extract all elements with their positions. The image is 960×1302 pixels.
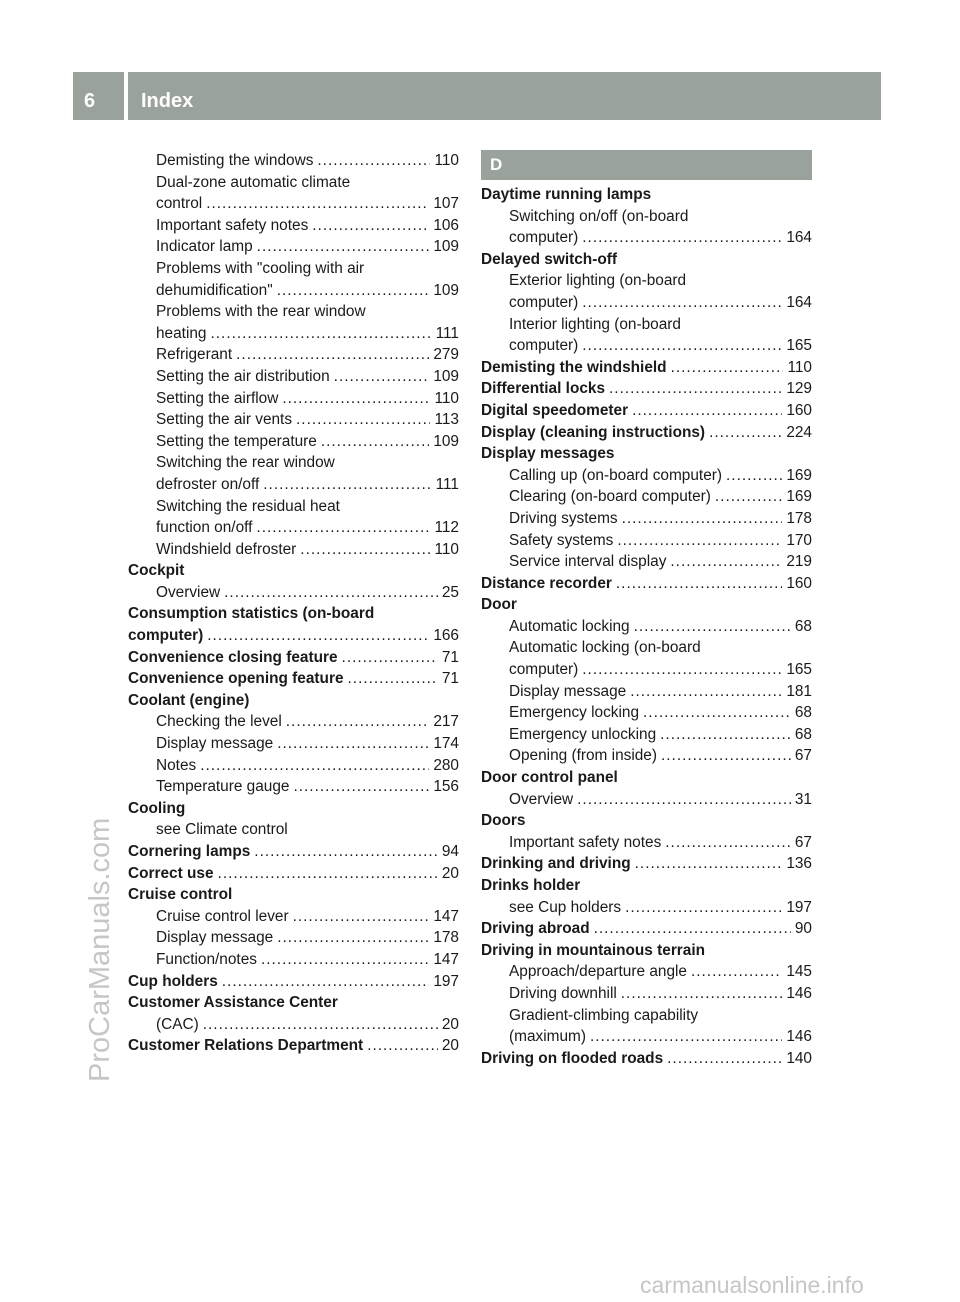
page-reference: 219 — [786, 553, 812, 571]
page-reference: 165 — [786, 337, 812, 355]
entry-text: Setting the temperature — [156, 432, 317, 450]
index-subentry — [128, 344, 459, 366]
dot-leader — [236, 344, 429, 366]
entry-text: Function/notes — [156, 950, 257, 968]
entry-text: Display messages — [481, 445, 615, 463]
dot-leader — [582, 292, 782, 314]
entry-text: Driving on flooded roads — [481, 1049, 664, 1067]
page-reference: 94 — [441, 843, 459, 860]
dot-leader — [203, 1014, 438, 1036]
dot-leader — [263, 474, 431, 496]
page-reference: 279 — [433, 346, 459, 364]
index-heading — [128, 841, 459, 863]
entry-text: Demisting the windows — [156, 152, 314, 169]
entry-text: Automatic locking — [509, 617, 630, 635]
index-subentry — [481, 789, 812, 811]
index-heading — [128, 884, 459, 906]
entry-text: Differential locks — [481, 380, 606, 398]
page-reference: 181 — [786, 682, 812, 700]
entry-text: Service interval display — [509, 553, 667, 571]
dot-leader — [671, 357, 784, 379]
index-subentry — [481, 1026, 812, 1048]
entry-text: Important safety notes — [156, 216, 309, 234]
index-entries-d — [481, 184, 812, 1069]
entry-text: Cruise control — [128, 886, 233, 904]
index-heading — [481, 400, 812, 422]
page-reference: 147 — [433, 907, 459, 925]
page-reference: 68 — [794, 725, 812, 743]
index-heading — [481, 767, 812, 789]
page-reference: 164 — [786, 229, 812, 247]
index-heading — [481, 357, 812, 379]
index-subentry — [481, 702, 812, 724]
page-reference: 67 — [794, 833, 812, 851]
dot-leader — [367, 1035, 438, 1057]
index-heading — [481, 443, 812, 465]
index-heading — [128, 668, 459, 690]
index-subentry — [481, 897, 812, 919]
index-heading — [481, 422, 812, 444]
index-subentry — [481, 961, 812, 983]
index-subentry — [481, 227, 812, 249]
page-reference: 178 — [433, 929, 459, 947]
dot-leader — [300, 539, 430, 561]
page-reference: 71 — [441, 648, 459, 666]
index-subentry — [128, 819, 459, 841]
entry-text: Customer Assistance Center — [128, 994, 338, 1012]
page-reference: 109 — [433, 432, 459, 450]
dot-leader — [312, 215, 429, 237]
page-reference: 112 — [434, 519, 459, 537]
entry-text: (maximum) — [509, 1028, 586, 1046]
entry-text: Drinking and driving — [481, 855, 631, 873]
entry-text: Display message — [509, 682, 627, 700]
entry-text: Display message — [156, 929, 274, 947]
dot-leader — [625, 897, 782, 919]
index-heading — [128, 560, 459, 582]
index-heading — [481, 249, 812, 271]
page-reference: 107 — [433, 195, 459, 213]
entry-text: Dual-zone automatic climate — [156, 173, 351, 191]
page-reference: 109 — [433, 367, 459, 385]
index-subentry — [128, 215, 459, 237]
index-subentry — [481, 616, 812, 638]
entry-text: (CAC) — [156, 1015, 199, 1033]
index-subentry — [128, 452, 459, 474]
index-heading — [481, 853, 812, 875]
entry-text: Driving in mountainous terrain — [481, 941, 706, 959]
entry-text: Doors — [481, 812, 526, 830]
page-reference: 146 — [786, 1028, 812, 1046]
index-subentry — [481, 206, 812, 228]
entry-text: Refrigerant — [156, 346, 233, 364]
dot-leader — [277, 280, 430, 302]
dot-leader — [726, 465, 782, 487]
page-reference: 197 — [786, 898, 812, 916]
dot-leader — [348, 668, 438, 690]
dot-leader — [609, 378, 782, 400]
entry-text: function on/off — [156, 519, 253, 537]
index-subentry — [128, 388, 459, 410]
index-heading — [481, 573, 812, 595]
index-subentry — [481, 724, 812, 746]
page-reference: 197 — [433, 972, 459, 990]
index-column-left — [128, 150, 459, 1057]
dot-leader — [582, 335, 782, 357]
entry-text: Switching the rear window — [156, 454, 335, 472]
index-heading — [481, 810, 812, 832]
dot-leader — [667, 1048, 782, 1070]
entry-text: Indicator lamp — [156, 238, 253, 256]
index-subentry — [481, 659, 812, 681]
page-reference: 20 — [441, 864, 459, 882]
index-heading — [128, 863, 459, 885]
index-subentry — [481, 530, 812, 552]
dot-leader — [621, 983, 783, 1005]
index-subentry — [128, 280, 459, 302]
page-reference: 25 — [441, 583, 459, 601]
dot-leader — [256, 517, 430, 539]
entry-text: Delayed switch-off — [481, 250, 617, 268]
entry-text: Overview — [156, 583, 221, 601]
entry-text: Problems with "cooling with air — [156, 259, 365, 277]
page-title: Index — [141, 90, 194, 112]
entry-text: Demisting the windshield — [481, 358, 667, 376]
entry-text: defroster on/off — [156, 475, 260, 493]
dot-leader — [617, 530, 782, 552]
entry-text: Cruise control lever — [156, 907, 289, 925]
header-divider — [124, 72, 128, 120]
dot-leader — [286, 711, 430, 733]
index-heading — [128, 971, 459, 993]
page-reference: 146 — [786, 984, 812, 1002]
page-reference: 165 — [786, 661, 812, 679]
page-reference: 129 — [786, 380, 812, 398]
entry-text: Automatic locking (on-board — [509, 639, 701, 657]
entry-text: Important safety notes — [509, 833, 662, 851]
page-reference: 20 — [441, 1037, 459, 1055]
dot-leader — [277, 927, 429, 949]
entry-text: Cornering lamps — [128, 843, 251, 860]
entry-text: see Cup holders — [509, 898, 622, 916]
index-heading — [128, 625, 459, 647]
entry-text: Setting the air vents — [156, 411, 293, 429]
dot-leader — [218, 863, 438, 885]
dot-leader — [257, 236, 430, 258]
entry-text: Cup holders — [128, 972, 218, 990]
index-subentry — [481, 508, 812, 530]
page-reference: 31 — [794, 790, 812, 808]
dot-leader — [582, 227, 782, 249]
footer-url: carmanualsonline.info — [640, 1272, 864, 1298]
entry-text: computer) — [128, 627, 204, 645]
entry-text: Switching on/off (on-board — [509, 207, 689, 225]
index-subentry — [128, 1014, 459, 1036]
page-reference: 68 — [794, 704, 812, 722]
index-subentry — [128, 323, 459, 345]
index-subentry — [481, 551, 812, 573]
entry-text: Coolant (engine) — [128, 691, 250, 709]
index-subentry — [128, 949, 459, 971]
entry-text: Exterior lighting (on-board — [509, 272, 687, 290]
page-reference: 136 — [786, 855, 812, 873]
entry-text: computer) — [509, 661, 579, 679]
dot-leader — [582, 659, 782, 681]
index-subentry — [128, 927, 459, 949]
page-reference: 280 — [433, 756, 459, 774]
dot-leader — [277, 733, 429, 755]
page-reference: 67 — [794, 747, 812, 765]
index-subentry — [128, 301, 459, 323]
entry-text: see Climate control — [156, 821, 288, 839]
entry-text: Switching the residual heat — [156, 497, 340, 515]
entry-text: Clearing (on-board computer) — [509, 488, 711, 506]
page-reference: 170 — [786, 531, 812, 549]
entry-text: Distance recorder — [481, 574, 612, 592]
index-heading — [481, 594, 812, 616]
page-reference: 109 — [433, 281, 459, 299]
dot-leader — [577, 789, 791, 811]
entry-text: Setting the air distribution — [156, 367, 330, 385]
dot-leader — [317, 150, 430, 172]
index-subentry — [128, 150, 459, 172]
index-subentry — [128, 409, 459, 431]
index-subentry — [481, 681, 812, 703]
page-reference: 160 — [786, 401, 812, 419]
index-subentry — [481, 465, 812, 487]
index-subentry — [128, 733, 459, 755]
dot-leader — [661, 745, 791, 767]
index-subentry — [128, 474, 459, 496]
index-subentry — [128, 172, 459, 194]
entry-text: Interior lighting (on-board — [509, 315, 681, 333]
entry-text: Driving downhill — [509, 984, 617, 1002]
index-subentry — [481, 1005, 812, 1027]
dot-leader — [207, 625, 429, 647]
entry-text: Temperature gauge — [156, 778, 290, 796]
page-reference: 90 — [794, 920, 812, 938]
page-reference: 164 — [786, 293, 812, 311]
index-heading — [128, 992, 459, 1014]
index-heading — [481, 184, 812, 206]
dot-leader — [630, 681, 782, 703]
dot-leader — [334, 366, 430, 388]
entry-text: computer) — [509, 337, 579, 355]
page-reference: 110 — [434, 389, 459, 407]
index-heading — [481, 875, 812, 897]
entry-text: Consumption statistics (on-board — [128, 605, 375, 623]
page-reference: 169 — [786, 488, 812, 506]
dot-leader — [211, 323, 432, 345]
entry-text: Safety systems — [509, 531, 614, 549]
index-subentry — [481, 486, 812, 508]
entry-text: Driving systems — [509, 509, 618, 527]
dot-leader — [296, 409, 430, 431]
index-subentry — [128, 755, 459, 777]
entry-text: Door — [481, 596, 517, 614]
index-heading — [128, 798, 459, 820]
dot-leader — [616, 573, 782, 595]
page-reference: 109 — [433, 238, 459, 256]
index-subentry — [481, 314, 812, 336]
entry-text: Opening (from inside) — [509, 747, 657, 765]
entry-text: Convenience closing feature — [128, 648, 338, 666]
dot-leader — [635, 853, 783, 875]
entry-text: dehumidification" — [156, 281, 273, 299]
dot-leader — [282, 388, 430, 410]
page-reference: 145 — [786, 963, 812, 981]
entry-text: Drinks holder — [481, 877, 581, 894]
index-subentry — [481, 637, 812, 659]
entry-text: Cockpit — [128, 562, 185, 580]
entry-text: Setting the airflow — [156, 389, 279, 407]
entry-text: Display (cleaning instructions) — [481, 423, 706, 441]
index-subentry — [481, 832, 812, 854]
index-subentry — [128, 517, 459, 539]
entry-text: control — [156, 195, 203, 213]
entry-text: Approach/departure angle — [509, 963, 687, 981]
page-number: 6 — [84, 90, 96, 112]
entry-text: Windshield defroster — [156, 540, 297, 558]
page-reference: 111 — [435, 324, 459, 342]
page-reference: 111 — [435, 475, 459, 493]
entry-text: Emergency locking — [509, 704, 640, 722]
entry-text: Driving abroad — [481, 920, 590, 938]
entry-text: Overview — [509, 790, 574, 808]
dot-leader — [254, 841, 438, 863]
index-column-right — [481, 150, 812, 1069]
dot-leader — [206, 193, 429, 215]
page-reference: 110 — [434, 152, 459, 169]
entry-text: Problems with the rear window — [156, 303, 366, 321]
dot-leader — [634, 616, 791, 638]
entry-text: Door control panel — [481, 769, 618, 787]
dot-leader — [665, 832, 791, 854]
dot-leader — [691, 961, 782, 983]
dot-leader — [632, 400, 782, 422]
index-heading — [481, 1048, 812, 1070]
header-bar — [73, 72, 881, 120]
entry-text: Emergency unlocking — [509, 725, 657, 743]
page-reference: 106 — [433, 216, 459, 234]
entry-text: heating — [156, 324, 207, 342]
page-reference: 174 — [433, 735, 459, 753]
section-letter-d: D — [481, 150, 812, 180]
index-subentry — [128, 711, 459, 733]
page-reference: 166 — [433, 627, 459, 645]
dot-leader — [222, 971, 430, 993]
index-subentry — [128, 496, 459, 518]
entry-text: Daytime running lamps — [481, 186, 652, 203]
dot-leader — [670, 551, 782, 573]
entry-text: Digital speedometer — [481, 401, 629, 419]
entry-text: Cooling — [128, 799, 186, 817]
index-heading — [128, 603, 459, 625]
entry-text: Customer Relations Department — [128, 1037, 364, 1055]
index-subentry — [128, 236, 459, 258]
dot-leader — [594, 918, 791, 940]
index-heading — [128, 647, 459, 669]
dot-leader — [622, 508, 783, 530]
dot-leader — [293, 776, 429, 798]
page-reference: 20 — [441, 1015, 459, 1033]
page-reference: 140 — [786, 1049, 812, 1067]
page-reference: 156 — [433, 778, 459, 796]
entry-text: Convenience opening feature — [128, 670, 344, 688]
dot-leader — [200, 755, 429, 777]
index-heading — [481, 940, 812, 962]
entry-text: computer) — [509, 229, 579, 247]
index-subentry — [481, 270, 812, 292]
entry-text: Checking the level — [156, 713, 282, 731]
dot-leader — [342, 647, 438, 669]
dot-leader — [709, 422, 782, 444]
page-reference: 71 — [441, 670, 459, 688]
index-subentry — [481, 335, 812, 357]
index-subentry — [128, 431, 459, 453]
dot-leader — [321, 431, 429, 453]
dot-leader — [660, 724, 791, 746]
dot-leader — [590, 1026, 782, 1048]
index-subentry — [128, 193, 459, 215]
index-heading — [481, 378, 812, 400]
dot-leader — [293, 906, 430, 928]
dot-leader — [715, 486, 782, 508]
page-reference: 68 — [794, 617, 812, 635]
dot-leader — [261, 949, 429, 971]
page-reference: 110 — [787, 358, 812, 376]
entry-text: Notes — [156, 756, 197, 774]
index-subentry — [128, 539, 459, 561]
index-subentry — [128, 582, 459, 604]
entry-text: computer) — [509, 293, 579, 311]
index-heading — [128, 1035, 459, 1057]
page-reference: 110 — [434, 540, 459, 558]
page-reference: 178 — [786, 509, 812, 527]
page-reference: 217 — [433, 713, 459, 731]
watermark: ProCarManuals.com — [84, 817, 116, 1082]
index-subentry — [481, 292, 812, 314]
index-heading — [481, 918, 812, 940]
index-subentry — [128, 776, 459, 798]
index-subentry — [481, 745, 812, 767]
page-reference: 224 — [786, 423, 812, 441]
entry-text: Correct use — [128, 864, 214, 882]
entry-text: Calling up (on-board computer) — [509, 466, 723, 484]
page-reference: 113 — [434, 411, 459, 429]
dot-leader — [224, 582, 438, 604]
page-reference: 160 — [786, 574, 812, 592]
index-subentry — [128, 366, 459, 388]
dot-leader — [643, 702, 791, 724]
index-subentry — [128, 906, 459, 928]
entry-text: Display message — [156, 735, 274, 753]
page-reference: 169 — [786, 466, 812, 484]
index-heading — [128, 690, 459, 712]
page-reference: 147 — [433, 950, 459, 968]
entry-text: Gradient-climbing capability — [509, 1006, 699, 1024]
index-subentry — [481, 983, 812, 1005]
index-subentry — [128, 258, 459, 280]
